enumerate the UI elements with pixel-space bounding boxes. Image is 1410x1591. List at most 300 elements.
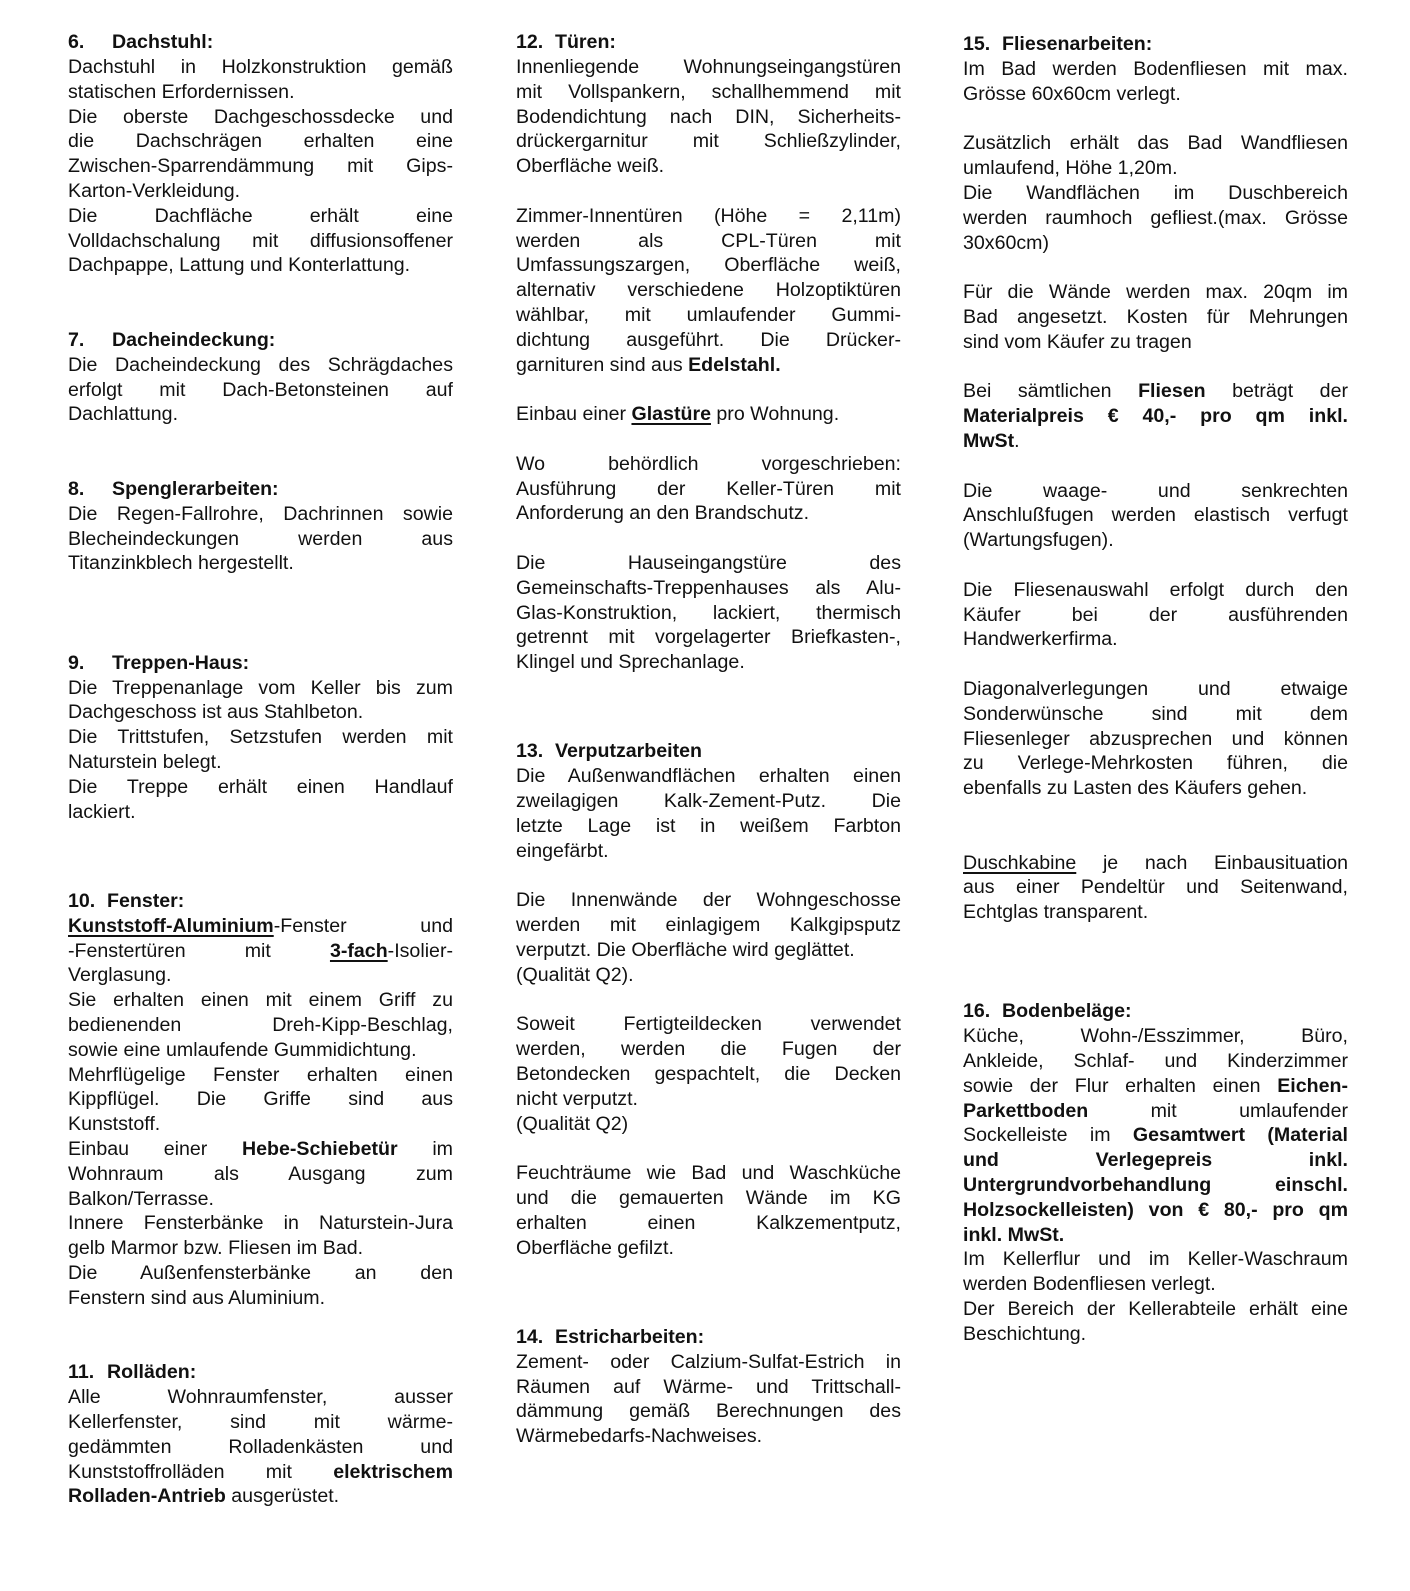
body-text: Die Treppe erhält einen Handlauf: [68, 775, 453, 798]
text-line: [963, 603, 1348, 628]
body-text: 30x60cm): [963, 231, 1050, 254]
text-line: [516, 625, 901, 650]
body-text: mit umlaufender: [1088, 1099, 1348, 1122]
section-heading: [68, 651, 453, 676]
section-6: [68, 30, 453, 278]
text-line: [516, 1211, 901, 1236]
text-line: [516, 253, 901, 278]
body-text: Zimmer-Innentüren (Höhe = 2,11m): [516, 204, 901, 227]
section-number: 7.: [68, 328, 85, 351]
text-line: [963, 503, 1348, 528]
paragraph: [68, 676, 453, 726]
text-line: [68, 551, 453, 576]
text-line: [68, 402, 453, 427]
section-heading: [68, 889, 453, 914]
text-line: [963, 1099, 1348, 1124]
paragraph: [963, 479, 1348, 553]
section-title: Dachstuhl:: [112, 31, 214, 53]
text-line: [963, 1322, 1348, 1347]
body-text: Dachgeschoss ist aus Stahlbeton.: [68, 701, 364, 724]
text-line: [516, 1399, 901, 1424]
section-number: 6.: [68, 31, 85, 53]
body-text: je nach Einbausituation: [1076, 851, 1348, 874]
text-line: [516, 814, 901, 839]
body-text: Umfassungszargen, Oberfläche weiß,: [516, 254, 901, 277]
text-line: [516, 1012, 901, 1037]
body-text: und die gemauerten Wände im KG: [516, 1186, 901, 1209]
paragraph: [68, 1385, 453, 1509]
emphasis-text: 3-fach: [329, 939, 388, 962]
section-number: 9.: [68, 651, 85, 674]
emphasis-text: Holzsockelleisten) von € 80,- pro qm: [963, 1198, 1348, 1221]
text-line: [68, 1211, 453, 1236]
body-text: Oberfläche weiß.: [516, 155, 665, 178]
body-text: pro Wohnung.: [710, 403, 840, 426]
body-text: Anschlußfugen werden elastisch verfugt: [963, 504, 1348, 527]
section-10: [68, 889, 453, 1311]
body-text: alternativ verschiedene Holzoptiktüren: [516, 279, 901, 302]
body-text: Die Regen-Fallrohre, Dachrinnen sowie: [68, 502, 453, 525]
text-line: [963, 677, 1348, 702]
body-text: Innere Fensterbänke in Naturstein-Jura: [68, 1212, 453, 1235]
section-12: [516, 30, 901, 675]
text-line: [68, 502, 453, 527]
text-line: [963, 479, 1348, 504]
body-text: Die Dacheindeckung des Schrägdaches: [68, 353, 453, 376]
section-title: Fliesenarbeiten:: [1002, 33, 1153, 55]
paragraph: [516, 888, 901, 962]
paragraph: [963, 280, 1348, 354]
text-line: [963, 181, 1348, 206]
section-spacer: [68, 1311, 453, 1361]
section-11: [68, 1360, 453, 1509]
text-line: [963, 900, 1348, 925]
body-text: Dachstuhl in Holzkonstruktion gemäß: [68, 56, 453, 78]
paragraph: [963, 851, 1348, 925]
text-line: [68, 1187, 453, 1212]
paragraph-spacer: [963, 826, 1348, 851]
text-line: [68, 1385, 453, 1410]
section-title: Türen:: [555, 31, 616, 53]
body-text: werden als CPL-Türen mit: [516, 229, 901, 252]
body-text: Die Wandflächen im Duschbereich: [963, 181, 1348, 204]
body-text: (Qualität Q2).: [516, 963, 634, 986]
text-line: [68, 1236, 453, 1261]
text-line: [963, 1272, 1348, 1297]
body-text: -Fenster und: [273, 914, 453, 937]
emphasis-text: Glastüre: [631, 403, 711, 426]
paragraph: [516, 1161, 901, 1260]
body-text: Für die Wände werden max. 20qm im: [963, 281, 1348, 304]
body-text: Handwerkerfirma.: [963, 628, 1118, 651]
paragraph-spacer: [516, 427, 901, 452]
body-text: Zwischen-Sparrendämmung mit Gips-: [68, 155, 453, 178]
body-text: Die Außenfensterbänke an den: [68, 1261, 453, 1284]
body-text: Echtglas transparent.: [963, 901, 1149, 924]
emphasis-text: Fliesen: [1138, 380, 1206, 403]
section-9: [68, 651, 453, 825]
paragraph: [68, 55, 453, 105]
body-text: gelb Marmor bzw. Fliesen im Bad.: [68, 1237, 364, 1260]
emphasis-text: Materialpreis € 40,- pro qm inkl.: [963, 405, 1348, 428]
text-line: [516, 1186, 901, 1211]
text-line: [963, 578, 1348, 603]
text-line: [68, 129, 453, 154]
text-line: [516, 601, 901, 626]
text-line: [516, 303, 901, 328]
paragraph-spacer: [963, 107, 1348, 132]
text-line: [963, 1223, 1348, 1248]
body-text: Sonderwünsche sind mit dem: [963, 702, 1348, 725]
text-line: [963, 776, 1348, 801]
section-spacer: [68, 824, 453, 888]
body-text: erfolgt mit Dach-Betonsteinen auf: [68, 378, 453, 401]
body-text: getrennt mit vorgelagerter Briefkasten-,: [516, 626, 901, 649]
text-line: [68, 775, 453, 800]
text-line: [516, 576, 901, 601]
body-text: Sie erhalten einen mit einem Griff zu: [68, 989, 453, 1012]
text-line: [68, 154, 453, 179]
section-title: Estricharbeiten:: [555, 1325, 705, 1348]
paragraph: [516, 1112, 901, 1137]
text-line: [68, 1261, 453, 1286]
text-line: [68, 939, 453, 964]
section-number: 8.: [68, 477, 85, 500]
paragraph: [68, 1137, 453, 1211]
section-spacer: [68, 576, 453, 650]
text-line: [516, 353, 901, 378]
paragraph-spacer: [963, 553, 1348, 578]
paragraph: [963, 181, 1348, 255]
body-text: dichtung ausgeführt. Die Drücker-: [516, 328, 901, 351]
section-heading: [963, 999, 1348, 1024]
body-text: Fenstern sind aus Aluminium.: [68, 1286, 326, 1309]
text-line: [516, 229, 901, 254]
body-text: Gemeinschafts-Treppenhauses als Alu-: [516, 576, 901, 599]
section-heading: [68, 1360, 453, 1385]
body-text: Kippflügel. Die Griffe sind aus: [68, 1088, 453, 1111]
text-line: [963, 280, 1348, 305]
body-text: Sockelleiste im: [963, 1124, 1133, 1147]
text-line: [68, 676, 453, 701]
text-line: [68, 1460, 453, 1485]
text-line: [68, 80, 453, 105]
section-spacer: [963, 925, 1348, 999]
body-text: erhalten einen Kalkzementputz,: [516, 1211, 901, 1234]
text-line: [963, 1173, 1348, 1198]
body-text: -Fenstertüren mit: [68, 939, 330, 962]
section-title: Treppen-Haus:: [112, 651, 250, 674]
body-text: Innenliegende Wohnungseingangstüren: [516, 56, 901, 78]
body-text: Ankleide, Schlaf- und Kinderzimmer: [963, 1050, 1348, 1073]
text-line: [516, 501, 901, 526]
body-text: werden, werden die Fugen der: [516, 1038, 901, 1061]
text-line: [963, 751, 1348, 776]
body-text: bedienenden Dreh-Kipp-Beschlag,: [68, 1013, 453, 1036]
paragraph-spacer: [516, 526, 901, 551]
text-line: [516, 402, 901, 427]
text-line: [963, 404, 1348, 429]
text-line: [68, 1410, 453, 1435]
text-line: [68, 1112, 453, 1137]
text-line: [516, 1375, 901, 1400]
text-line: [68, 1013, 453, 1038]
body-text: mit Vollspankern, schallhemmend mit: [516, 80, 901, 103]
body-text: Die oberste Dachgeschossdecke und: [68, 105, 453, 128]
section-16: [963, 999, 1348, 1346]
paragraph: [516, 1012, 901, 1111]
paragraph: [516, 764, 901, 863]
body-text: Die Trittstufen, Setzstufen werden mit: [68, 726, 453, 749]
body-text: sind vom Käufer zu tragen: [963, 330, 1192, 353]
body-text: sowie eine umlaufende Gummidichtung.: [68, 1038, 417, 1061]
text-line: [68, 914, 453, 939]
text-line: [963, 206, 1348, 231]
body-text: Klingel und Sprechanlage.: [516, 651, 745, 674]
paragraph: [963, 1247, 1348, 1297]
body-text: Bei sämtlichen: [963, 380, 1139, 403]
body-text: Dachpappe, Lattung und Konterlattung.: [68, 254, 411, 277]
paragraph: [963, 1297, 1348, 1347]
body-text: Küche, Wohn-/Esszimmer, Büro,: [963, 1025, 1348, 1048]
section-title: Fenster:: [107, 889, 185, 912]
body-text: Die Fliesenauswahl erfolgt durch den: [963, 578, 1348, 601]
text-line: [516, 913, 901, 938]
text-line: [516, 105, 901, 130]
section-heading: [963, 32, 1348, 57]
text-line: [68, 1435, 453, 1460]
text-line: [963, 1049, 1348, 1074]
body-text: Die Dachfläche erhält eine: [68, 204, 453, 227]
body-text: Soweit Fertigteildecken verwendet: [516, 1013, 901, 1036]
body-text: zu Verlege-Mehrkosten führen, die: [963, 752, 1348, 775]
text-line: [963, 627, 1348, 652]
body-text: Ausführung der Keller-Türen mit: [516, 477, 901, 500]
paragraph: [68, 988, 453, 1062]
body-text: .: [1014, 429, 1020, 452]
body-text: werden mit einlagigem Kalkgipsputz: [516, 914, 901, 937]
body-text: dämmung gemäß Berechnungen des: [516, 1400, 901, 1423]
paragraph: [963, 677, 1348, 801]
body-text: umlaufend, Höhe 1,20m.: [963, 157, 1178, 180]
text-line: [963, 231, 1348, 256]
paragraph: [963, 379, 1348, 453]
body-text: Fliesenleger abzusprechen und können: [963, 727, 1348, 750]
emphasis-text: Rolladen-Antrieb: [68, 1485, 226, 1508]
paragraph: [516, 551, 901, 675]
section-heading: [516, 739, 901, 764]
text-line: [516, 650, 901, 675]
text-line: [516, 839, 901, 864]
section-spacer: [516, 1260, 901, 1324]
text-line: [963, 875, 1348, 900]
body-text: ebenfalls zu Lasten des Käufers gehen.: [963, 777, 1308, 800]
text-line: [963, 1148, 1348, 1173]
section-heading: [68, 30, 453, 55]
paragraph: [68, 204, 453, 278]
body-text: verputzt. Die Oberfläche wird geglättet.: [516, 938, 855, 961]
body-text: Glas-Konstruktion, lackiert, thermisch: [516, 601, 901, 624]
text-line: [68, 750, 453, 775]
body-text: Zement- oder Calzium-Sulfat-Estrich in: [516, 1350, 901, 1373]
emphasis-text: inkl. MwSt.: [963, 1223, 1065, 1246]
text-line: [516, 1062, 901, 1087]
text-line: [68, 378, 453, 403]
section-title: Spenglerarbeiten:: [112, 477, 279, 500]
body-text: letzte Lage ist in weißem Farbton: [516, 814, 901, 837]
section-number: 11.: [68, 1361, 95, 1384]
body-text: Duschkabine: [963, 851, 1077, 874]
body-text: Die waage- und senkrechten: [963, 479, 1348, 502]
section-number: 13.: [516, 740, 544, 763]
body-text: Käufer bei der ausführenden: [963, 603, 1348, 626]
text-line: [68, 725, 453, 750]
section-number: 14.: [516, 1325, 544, 1348]
section-number: 15.: [963, 33, 991, 55]
body-text: Blecheindeckungen werden aus: [68, 527, 453, 550]
text-line: [68, 179, 453, 204]
text-line: [516, 888, 901, 913]
body-text: Kellerfenster, sind mit wärme-: [68, 1410, 453, 1433]
body-text: im: [397, 1137, 453, 1160]
paragraph-spacer: [516, 179, 901, 204]
emphasis-text: Parkettboden: [963, 1099, 1089, 1122]
body-text: Die Innenwände der Wohngeschosse: [516, 889, 901, 912]
text-line: [963, 1198, 1348, 1223]
section-15: [963, 32, 1348, 925]
text-line: [516, 452, 901, 477]
text-line: [963, 1247, 1348, 1272]
text-line: [516, 1424, 901, 1449]
body-text: Wo behördlich vorgeschrieben:: [516, 452, 901, 475]
section-heading: [68, 328, 453, 353]
paragraph-spacer: [963, 355, 1348, 380]
text-line: [68, 204, 453, 229]
text-line: [516, 1350, 901, 1375]
body-text: Im Bad werden Bodenfliesen mit max.: [963, 58, 1348, 80]
paragraph: [68, 725, 453, 775]
section-heading: [516, 30, 901, 55]
text-line: [68, 988, 453, 1013]
text-line: [68, 1484, 453, 1509]
paragraph: [516, 204, 901, 378]
body-text: Wärmebedarfs-Nachweises.: [516, 1425, 763, 1448]
section-title: Verputzarbeiten: [555, 740, 702, 763]
column-left: [68, 30, 453, 1509]
section-spacer: [68, 278, 453, 328]
text-line: [963, 379, 1348, 404]
body-text: Die Außenwandflächen erhalten einen: [516, 765, 901, 788]
body-text: Einbau einer: [516, 403, 632, 426]
text-line: [68, 700, 453, 725]
paragraph: [516, 963, 901, 988]
body-text: Räumen auf Wärme- und Trittschall-: [516, 1375, 901, 1398]
paragraph: [516, 1350, 901, 1449]
body-text: aus einer Pendeltür und Seitenwand,: [963, 876, 1348, 899]
paragraph-spacer: [516, 864, 901, 889]
emphasis-text: Untergrundvorbehandlung einschl.: [963, 1174, 1348, 1197]
text-line: [963, 702, 1348, 727]
text-line: [68, 800, 453, 825]
text-line: [963, 1024, 1348, 1049]
paragraph: [516, 452, 901, 526]
body-text: Die Hauseingangstüre des: [516, 551, 901, 574]
text-line: [516, 477, 901, 502]
paragraph: [68, 105, 453, 204]
text-line: [516, 55, 901, 80]
paragraph-spacer: [963, 454, 1348, 479]
paragraph-spacer: [963, 801, 1348, 826]
text-line: [963, 156, 1348, 181]
body-text: Bodendichtung nach DIN, Sicherheits-: [516, 105, 901, 128]
text-line: [68, 1038, 453, 1063]
paragraph: [963, 1024, 1348, 1247]
body-text: Im Kellerflur und im Keller-Waschraum: [963, 1248, 1348, 1271]
text-line: [516, 963, 901, 988]
paragraph-spacer: [963, 652, 1348, 677]
section-title: Rolläden:: [107, 1361, 197, 1384]
text-line: [516, 80, 901, 105]
text-line: [963, 305, 1348, 330]
body-text: Dachlattung.: [68, 403, 179, 426]
body-text: statischen Erfordernissen.: [68, 80, 295, 103]
body-text: werden Bodenfliesen verlegt.: [963, 1273, 1216, 1296]
text-line: [68, 105, 453, 130]
paragraph: [68, 1261, 453, 1311]
text-line: [516, 1087, 901, 1112]
body-text: Karton-Verkleidung.: [68, 179, 241, 202]
paragraph: [516, 55, 901, 179]
body-text: -Isolier-: [387, 939, 453, 962]
body-text: ausgerüstet.: [225, 1485, 340, 1508]
paragraph: [68, 353, 453, 427]
text-line: [963, 851, 1348, 876]
text-line: [516, 1037, 901, 1062]
body-text: (Qualität Q2): [516, 1112, 629, 1135]
text-line: [963, 727, 1348, 752]
section-13: [516, 739, 901, 1260]
text-line: [68, 253, 453, 278]
text-line: [963, 528, 1348, 553]
body-text: Einbau einer: [68, 1137, 242, 1160]
text-line: [963, 1074, 1348, 1099]
section-7: [68, 328, 453, 427]
emphasis-text: Hebe-Schiebetür: [241, 1137, 398, 1160]
body-text: Betondecken gespachtelt, die Decken: [516, 1062, 901, 1085]
paragraph: [68, 775, 453, 825]
text-line: [68, 527, 453, 552]
paragraph: [963, 131, 1348, 181]
text-line: [516, 204, 901, 229]
body-text: Balkon/Terrasse.: [68, 1187, 214, 1210]
text-line: [963, 82, 1348, 107]
text-line: [68, 55, 453, 80]
paragraph-spacer: [516, 377, 901, 402]
text-line: [516, 1236, 901, 1261]
body-text: wählbar, mit umlaufender Gummi-: [516, 303, 901, 326]
section-heading: [516, 1325, 901, 1350]
body-text: drückergarnitur mit Schließzylinder,: [516, 130, 901, 153]
body-text: zweilagigen Kalk-Zement-Putz. Die: [516, 790, 901, 813]
body-text: (Wartungsfugen).: [963, 529, 1114, 552]
section-spacer: [68, 427, 453, 477]
section-14: [516, 1325, 901, 1449]
text-line: [68, 1063, 453, 1088]
text-line: [516, 789, 901, 814]
body-text: Zusätzlich erhält das Bad Wandfliesen: [963, 132, 1348, 155]
section-8: [68, 477, 453, 576]
text-line: [516, 764, 901, 789]
